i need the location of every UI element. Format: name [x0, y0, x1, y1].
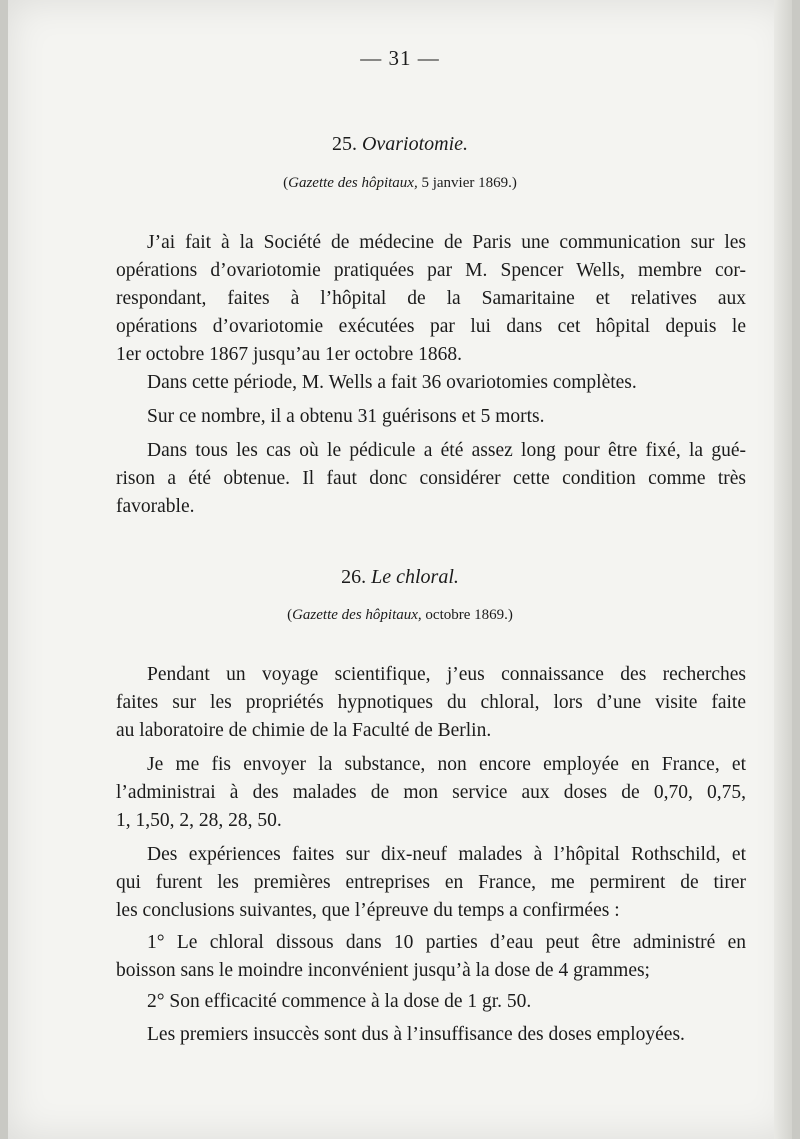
paragraph: J’ai fait à la Société de médecine de Paris une communication sur les opérations d’ovariotomie pratiquées par M. Spencer Wells, membre cor- respondant, faites à l’hôpital de la Samaritaine et relatives aux opérations d’ovariotomie exécutées par lui dans cet hôpital depuis le 1er octobre 1867 jusqu’au 1er octobre 1868.	[116, 232, 746, 365]
section-26-source: (Gazette des hôpitaux, octobre 1869.)	[287, 607, 513, 623]
paragraph: Dans cette période, M. Wells a fait 36 ovariotomies complètes.	[147, 372, 637, 393]
source-date: 5 janvier 1869.)	[421, 175, 517, 191]
section-number: 26.	[341, 566, 367, 588]
section-26-title	[8, 566, 792, 589]
section-25-title	[8, 133, 792, 156]
page-number: — 31 —	[360, 46, 440, 70]
source-journal: Gazette des hôpitaux,	[292, 607, 422, 623]
section-heading: Le chloral.	[371, 566, 459, 588]
paragraph: Je me fis envoyer la substance, non encore employée en France, et l’administrai à des malades de mon service aux doses de 0,70, 0,75, 1, 1,50, 2, 28, 28, 50.	[116, 754, 746, 831]
section-25-source: (Gazette des hôpitaux, 5 janvier 1869.)	[283, 175, 517, 191]
source-journal: Gazette des hôpitaux,	[288, 175, 418, 191]
paragraph: Les premiers insuccès sont dus à l’insuffisance des doses employées.	[147, 1024, 685, 1045]
paragraph: Des expériences faites sur dix-neuf malades à l’hôpital Rothschild, et qui furent les premières entreprises en France, me permirent de tirer les conclusions suivantes, que l’épreuve du temps a confirmées :	[116, 844, 746, 921]
section-number: 25.	[331, 133, 357, 155]
paragraph: 2° Son efficacité commence à la dose de 1 gr. 50.	[147, 991, 532, 1012]
paragraph: 1° Le chloral dissous dans 10 parties d’eau peut être administré en boisson sans le moindre inconvénient jusqu’à la dose de 4 grammes;	[116, 932, 746, 981]
paragraph: Dans tous les cas où le pédicule a été assez long pour être fixé, la gué- rison a été obtenue. Il faut donc considérer cette condition comme très favorable.	[116, 440, 746, 517]
section-heading: Ovariotomie.	[361, 133, 469, 155]
paragraph: Pendant un voyage scientifique, j’eus connaissance des recherches faites sur les propriétés hypnotiques du chloral, lors d’une visite faite au laboratoire de chimie de la Faculté de Berlin.	[116, 664, 746, 741]
paragraph: Sur ce nombre, il a obtenu 31 guérisons et 5 morts.	[147, 406, 545, 427]
source-date: octobre 1869.)	[425, 607, 513, 623]
document-page	[8, 0, 792, 1139]
